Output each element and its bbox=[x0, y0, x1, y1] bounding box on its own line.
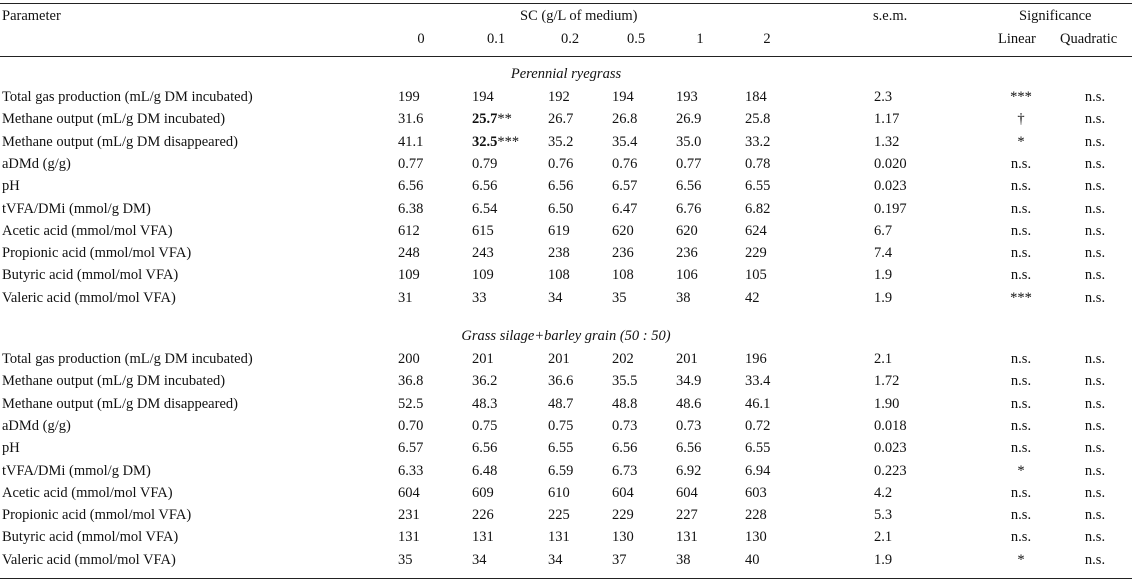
row-value: 229 bbox=[612, 507, 634, 523]
row-value: 6.56 bbox=[398, 178, 424, 194]
row-value: 6.56 bbox=[472, 178, 498, 194]
row-linear: n.s. bbox=[1010, 485, 1032, 501]
row-value: 37 bbox=[612, 552, 627, 568]
row-sem: 7.4 bbox=[874, 245, 893, 261]
row-value: 6.48 bbox=[472, 463, 498, 479]
row-value: 46.1 bbox=[745, 396, 771, 412]
row-value: 38 bbox=[676, 290, 691, 306]
row-value: 26.7 bbox=[548, 111, 574, 127]
row-value: 0.73 bbox=[612, 418, 638, 434]
row-label: Total gas production (mL/g DM incubated) bbox=[2, 89, 253, 105]
row-label: Acetic acid (mmol/mol VFA) bbox=[2, 485, 173, 501]
row-value: 202 bbox=[612, 351, 634, 367]
row-value: 6.54 bbox=[472, 201, 498, 217]
sc-level-header: 1 bbox=[696, 31, 704, 47]
row-value: 6.55 bbox=[745, 178, 771, 194]
row-sem: 1.72 bbox=[874, 373, 900, 389]
row-label: Methane output (mL/g DM incubated) bbox=[2, 373, 226, 389]
row-value: 201 bbox=[472, 351, 494, 367]
row-quadratic: n.s. bbox=[1084, 134, 1106, 150]
row-value: 25.8 bbox=[745, 111, 771, 127]
row-linear: n.s. bbox=[1010, 178, 1032, 194]
row-value: 33 bbox=[472, 290, 487, 306]
row-label: aDMd (g/g) bbox=[2, 156, 71, 172]
row-linear: n.s. bbox=[1010, 156, 1032, 172]
row-value: 620 bbox=[676, 223, 698, 239]
row-value: 6.56 bbox=[548, 178, 574, 194]
row-quadratic: n.s. bbox=[1084, 463, 1106, 479]
row-linear: n.s. bbox=[1010, 245, 1032, 261]
row-value: 201 bbox=[676, 351, 698, 367]
row-label: Methane output (mL/g DM disappeared) bbox=[2, 396, 238, 412]
row-value: 620 bbox=[612, 223, 634, 239]
row-value: 6.94 bbox=[745, 463, 771, 479]
row-value: 35.4 bbox=[612, 134, 638, 150]
row-value: 248 bbox=[398, 245, 420, 261]
row-sem: 0.023 bbox=[874, 178, 907, 194]
row-sem: 5.3 bbox=[874, 507, 893, 523]
row-linear: *** bbox=[1010, 290, 1032, 306]
row-sem: 1.9 bbox=[874, 290, 893, 306]
row-value: 225 bbox=[548, 507, 570, 523]
row-quadratic: n.s. bbox=[1084, 178, 1106, 194]
row-linear: n.s. bbox=[1010, 351, 1032, 367]
row-label: tVFA/DMi (mmol/g DM) bbox=[2, 201, 151, 217]
row-quadratic: n.s. bbox=[1084, 89, 1106, 105]
row-value: 6.56 bbox=[676, 178, 702, 194]
row-sem: 2.1 bbox=[874, 529, 893, 545]
row-value: 200 bbox=[398, 351, 420, 367]
row-value: 34 bbox=[472, 552, 487, 568]
row-value: 609 bbox=[472, 485, 494, 501]
row-value: 199 bbox=[398, 89, 420, 105]
row-value: 604 bbox=[676, 485, 698, 501]
row-sem: 0.018 bbox=[874, 418, 907, 434]
row-linear: *** bbox=[1010, 89, 1032, 105]
row-value: 6.57 bbox=[612, 178, 638, 194]
row-linear: n.s. bbox=[1010, 223, 1032, 239]
row-value: 0.73 bbox=[676, 418, 702, 434]
row-label: Acetic acid (mmol/mol VFA) bbox=[2, 223, 173, 239]
header-sem: s.e.m. bbox=[873, 8, 908, 24]
table-bottom-rule bbox=[0, 578, 1132, 579]
row-value: 33.2 bbox=[745, 134, 771, 150]
row-value: 243 bbox=[472, 245, 494, 261]
row-label: Butyric acid (mmol/mol VFA) bbox=[2, 267, 179, 283]
row-value: 610 bbox=[548, 485, 570, 501]
header-sc-group: SC (g/L of medium) bbox=[520, 8, 638, 24]
row-value: 131 bbox=[472, 529, 494, 545]
row-value: 604 bbox=[612, 485, 634, 501]
row-value: 6.55 bbox=[548, 440, 574, 456]
row-value: 6.73 bbox=[612, 463, 638, 479]
row-value: 227 bbox=[676, 507, 698, 523]
row-value: 231 bbox=[398, 507, 420, 523]
row-value: 130 bbox=[612, 529, 634, 545]
row-value: 40 bbox=[745, 552, 760, 568]
row-value: 6.59 bbox=[548, 463, 574, 479]
row-linear: n.s. bbox=[1010, 201, 1032, 217]
row-quadratic: n.s. bbox=[1084, 529, 1106, 545]
row-linear: n.s. bbox=[1010, 440, 1032, 456]
row-value: 35 bbox=[612, 290, 627, 306]
row-linear: * bbox=[1017, 552, 1025, 568]
row-value: 612 bbox=[398, 223, 420, 239]
row-value: 0.79 bbox=[472, 156, 498, 172]
row-value: 6.92 bbox=[676, 463, 702, 479]
row-value: 38 bbox=[676, 552, 691, 568]
row-value: 6.57 bbox=[398, 440, 424, 456]
row-label: Methane output (mL/g DM incubated) bbox=[2, 111, 226, 127]
row-value: 0.76 bbox=[612, 156, 638, 172]
row-quadratic: n.s. bbox=[1084, 201, 1106, 217]
row-linear: n.s. bbox=[1010, 373, 1032, 389]
row-value: 6.38 bbox=[398, 201, 424, 217]
row-value: 48.8 bbox=[612, 396, 638, 412]
row-quadratic: n.s. bbox=[1084, 373, 1106, 389]
row-quadratic: n.s. bbox=[1084, 396, 1106, 412]
row-value: 229 bbox=[745, 245, 767, 261]
row-value: 35 bbox=[398, 552, 413, 568]
section-title: Grass silage+barley grain (50 : 50) bbox=[461, 328, 671, 344]
row-value: 6.76 bbox=[676, 201, 702, 217]
row-value: 194 bbox=[612, 89, 634, 105]
row-sem: 0.223 bbox=[874, 463, 907, 479]
row-value: 0.78 bbox=[745, 156, 771, 172]
row-value: 0.76 bbox=[548, 156, 574, 172]
row-linear: n.s. bbox=[1010, 529, 1032, 545]
row-quadratic: n.s. bbox=[1084, 156, 1106, 172]
row-value: 131 bbox=[398, 529, 420, 545]
row-value: 0.75 bbox=[472, 418, 498, 434]
row-value: 238 bbox=[548, 245, 570, 261]
row-value: 26.9 bbox=[676, 111, 702, 127]
row-value: 604 bbox=[398, 485, 420, 501]
row-value: 108 bbox=[548, 267, 570, 283]
header-significance: Significance bbox=[1019, 8, 1092, 24]
row-value: 48.3 bbox=[472, 396, 498, 412]
row-value: 0.75 bbox=[548, 418, 574, 434]
row-linear: n.s. bbox=[1010, 396, 1032, 412]
row-sem: 2.3 bbox=[874, 89, 893, 105]
row-sem: 0.197 bbox=[874, 201, 907, 217]
row-linear: n.s. bbox=[1010, 267, 1032, 283]
row-sem: 1.9 bbox=[874, 267, 893, 283]
row-value: 6.56 bbox=[612, 440, 638, 456]
row-value: 201 bbox=[548, 351, 570, 367]
row-value: 0.77 bbox=[398, 156, 424, 172]
row-value: 131 bbox=[676, 529, 698, 545]
row-value: 615 bbox=[472, 223, 494, 239]
row-label: tVFA/DMi (mmol/g DM) bbox=[2, 463, 151, 479]
sc-level-header: 0.5 bbox=[626, 31, 646, 47]
section-title: Perennial ryegrass bbox=[510, 66, 622, 82]
row-value: 6.55 bbox=[745, 440, 771, 456]
row-label: Butyric acid (mmol/mol VFA) bbox=[2, 529, 179, 545]
row-sem: 1.9 bbox=[874, 552, 893, 568]
row-value: 109 bbox=[398, 267, 420, 283]
row-value: 236 bbox=[676, 245, 698, 261]
row-label: Propionic acid (mmol/mol VFA) bbox=[2, 507, 192, 523]
row-linear: * bbox=[1017, 463, 1025, 479]
row-value: 36.8 bbox=[398, 373, 424, 389]
row-value: 6.50 bbox=[548, 201, 574, 217]
row-value: 52.5 bbox=[398, 396, 424, 412]
row-quadratic: n.s. bbox=[1084, 223, 1106, 239]
row-value: 130 bbox=[745, 529, 767, 545]
row-sem: 1.17 bbox=[874, 111, 900, 127]
row-value: 109 bbox=[472, 267, 494, 283]
row-sem: 2.1 bbox=[874, 351, 893, 367]
row-linear: n.s. bbox=[1010, 418, 1032, 434]
row-value: 6.82 bbox=[745, 201, 771, 217]
row-value: 25.7** bbox=[472, 111, 512, 127]
row-value: 0.72 bbox=[745, 418, 771, 434]
header-bottom-rule bbox=[0, 56, 1132, 57]
row-value: 48.6 bbox=[676, 396, 702, 412]
row-value: 0.70 bbox=[398, 418, 424, 434]
row-value: 36.2 bbox=[472, 373, 498, 389]
row-quadratic: n.s. bbox=[1084, 552, 1106, 568]
row-value: 105 bbox=[745, 267, 767, 283]
row-quadratic: n.s. bbox=[1084, 485, 1106, 501]
row-value: 31 bbox=[398, 290, 413, 306]
row-label: Valeric acid (mmol/mol VFA) bbox=[2, 552, 176, 568]
row-value: 106 bbox=[676, 267, 698, 283]
row-linear: n.s. bbox=[1010, 507, 1032, 523]
row-value: 108 bbox=[612, 267, 634, 283]
row-value: 32.5*** bbox=[472, 134, 520, 150]
row-value: 26.8 bbox=[612, 111, 638, 127]
row-value: 603 bbox=[745, 485, 767, 501]
row-value: 184 bbox=[745, 89, 767, 105]
sc-level-header: 0 bbox=[417, 31, 425, 47]
row-label: pH bbox=[2, 440, 20, 456]
row-value: 228 bbox=[745, 507, 767, 523]
row-quadratic: n.s. bbox=[1084, 111, 1106, 127]
table-top-rule bbox=[0, 3, 1132, 4]
row-quadratic: n.s. bbox=[1084, 290, 1106, 306]
row-value: 0.77 bbox=[676, 156, 702, 172]
row-linear: * bbox=[1017, 134, 1025, 150]
row-value: 192 bbox=[548, 89, 570, 105]
row-label: Methane output (mL/g DM disappeared) bbox=[2, 134, 238, 150]
row-quadratic: n.s. bbox=[1084, 440, 1106, 456]
row-value: 131 bbox=[548, 529, 570, 545]
row-label: Valeric acid (mmol/mol VFA) bbox=[2, 290, 176, 306]
row-value: 6.47 bbox=[612, 201, 638, 217]
sc-level-header: 0.2 bbox=[560, 31, 580, 47]
row-label: pH bbox=[2, 178, 20, 194]
row-sem: 0.023 bbox=[874, 440, 907, 456]
row-value: 48.7 bbox=[548, 396, 574, 412]
row-sem: 1.90 bbox=[874, 396, 900, 412]
row-value: 194 bbox=[472, 89, 494, 105]
row-value: 35.0 bbox=[676, 134, 702, 150]
sc-level-header: 2 bbox=[763, 31, 771, 47]
row-value: 196 bbox=[745, 351, 767, 367]
row-value: 193 bbox=[676, 89, 698, 105]
row-value: 34 bbox=[548, 552, 563, 568]
header-linear: Linear bbox=[998, 31, 1036, 47]
row-label: Propionic acid (mmol/mol VFA) bbox=[2, 245, 192, 261]
row-quadratic: n.s. bbox=[1084, 507, 1106, 523]
row-label: aDMd (g/g) bbox=[2, 418, 71, 434]
row-value: 6.56 bbox=[676, 440, 702, 456]
header-parameter: Parameter bbox=[2, 8, 61, 24]
row-value: 34.9 bbox=[676, 373, 702, 389]
row-quadratic: n.s. bbox=[1084, 351, 1106, 367]
row-value: 619 bbox=[548, 223, 570, 239]
row-sem: 0.020 bbox=[874, 156, 907, 172]
row-quadratic: n.s. bbox=[1084, 245, 1106, 261]
row-value: 33.4 bbox=[745, 373, 771, 389]
row-sem: 1.32 bbox=[874, 134, 900, 150]
row-value: 36.6 bbox=[548, 373, 574, 389]
row-label: Total gas production (mL/g DM incubated) bbox=[2, 351, 253, 367]
row-value: 41.1 bbox=[398, 134, 424, 150]
row-value: 31.6 bbox=[398, 111, 424, 127]
row-value: 34 bbox=[548, 290, 563, 306]
row-value: 42 bbox=[745, 290, 760, 306]
row-value: 226 bbox=[472, 507, 494, 523]
row-sem: 4.2 bbox=[874, 485, 893, 501]
header-quadratic: Quadratic bbox=[1060, 31, 1118, 47]
row-linear: † bbox=[1017, 111, 1025, 127]
row-value: 6.56 bbox=[472, 440, 498, 456]
row-sem: 6.7 bbox=[874, 223, 893, 239]
row-quadratic: n.s. bbox=[1084, 418, 1106, 434]
row-value: 35.2 bbox=[548, 134, 574, 150]
row-value: 236 bbox=[612, 245, 634, 261]
row-value: 35.5 bbox=[612, 373, 638, 389]
sc-level-header: 0.1 bbox=[486, 31, 506, 47]
row-value: 6.33 bbox=[398, 463, 424, 479]
row-quadratic: n.s. bbox=[1084, 267, 1106, 283]
row-value: 624 bbox=[745, 223, 767, 239]
